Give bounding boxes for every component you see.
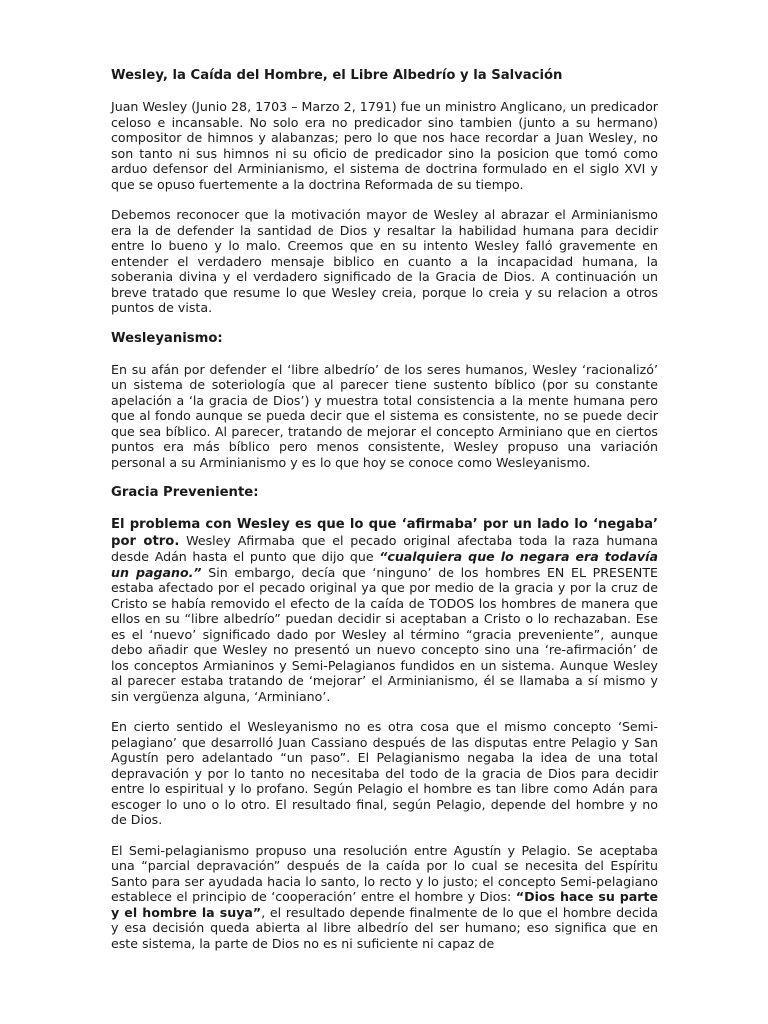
intro-paragraph-2: Debemos reconocer que la motivación mayor de Wesley al abrazar el Arminianismo era la de defender la santidad de Dios y resaltar la habilidad humana para decidir entre lo bueno y lo malo. Creemos que en su intento Wesley falló gravemente en entender el verdadero mensaje biblico en cuanto a la incapacidad humana, la soberania divina y el verdadero significado de la Gracia de Dios. A continuación un breve tratado que resume lo que Wesley creia, porque lo creia y su relacion a otros puntos de vista.: [111, 207, 658, 315]
document-title: Wesley, la Caída del Hombre, el Libre Albedrío y la Salvación: [111, 68, 563, 83]
text-segment: Wesley Afirmaba que el pecado original afectaba toda la raza humana desde Adán hasta el punto que dijo que: [111, 532, 658, 564]
lead-statement: El problema con Wesley es que lo que ‘afirmaba’ por un lado lo ‘negaba’ por otro.: [111, 517, 658, 549]
gracia-paragraph-2: En cierto sentido el Wesleyanismo no es otra cosa que el mismo concepto ‘Semi-pelagiano’ que desarrolló Juan Cassiano después de las disputas entre Pelagio y San Agustín pero adelantado “un paso”. El Pelagianismo negaba la idea de una total depravación y por lo tanto no necesitaba del todo de la gracia de Dios para decidir entre lo espiritual y lo profano. Según Pelagio el hombre es tan libre como Adán para escoger lo uno o lo otro. El resultado final, según Pelagio, depende del hombre y no de Dios.: [111, 719, 658, 827]
section-heading-wesleyanismo: Wesleyanismo:: [111, 330, 223, 346]
text-segment: , el resultado depende finalmente de lo que el hombre decida y esa decisión queda abierta al libre albedrío del ser humano; eso significa que en este sistema, la parte de Dios no es ni suficiente ni capaz de: [111, 904, 658, 951]
wesley-quote: “cualquiera que lo negara era todavía un pagano.”: [111, 549, 658, 580]
text-segment: Sin embargo, decía que ‘ninguno’ de los hombres EN EL PRESENTE estaba afectado por el pecado original ya que por medio de la gracia y por la cruz de Cristo se había removido el efecto de la caída de TODOS los hombres de manera que ellos en su “libre albedrío” puedan decidir si aceptaban a Cristo o lo rechazaban. Ese es el ‘nuevo’ significado dado por Wesley al término “gracia preveniente”, aunque debo añadir que Wesley no presentó un nuevo concepto sino una ‘re-afirmación’ de los conceptos Armianinos y Semi-Pelagianos fundidos en un sistema. Aunque Wesley al parecer estaba tratando de ‘mejorar’ el Arminianismo, él se llamaba a sí mismo y sin vergüenza alguna, ‘Arminiano’.: [111, 564, 658, 704]
section-heading-gracia-preveniente: Gracia Preveniente:: [111, 485, 259, 500]
gracia-paragraph-3: [111, 843, 658, 952]
intro-paragraph-1: Juan Wesley (Junio 28, 1703 – Marzo 2, 1791) fue un ministro Anglicano, un predicador celoso e incansable. No solo era no predicador sino tambien (junto a su hermano) compositor de himnos y alabanzas; pero lo que nos hace recordar a Juan Wesley, no son tanto ni sus himnos ni su oficio de predicador sino la posicion que tomó como arduo defensor del Arminianismo, el sistema de doctrina formulado en el siglo XVI y que se opuso fuertemente a la doctrina Reformada de su tiempo.: [111, 99, 658, 192]
gracia-paragraph-1: [111, 516, 658, 704]
cooperation-quote: “Dios hace su parte y el hombre la suya”: [111, 889, 658, 920]
wesleyanismo-paragraph: En su afán por defender el ‘libre albedrío’ de los seres humanos, Wesley ‘racionalizó’ un sistema de soteriología que al parecer tiene sustento bíblico (por su constante apelación a ‘la gracia de Dios’) y muestra total consistencia a la mente humana pero que al fondo aunque se pueda decir que el sistema es consistente, no se puede decir que sea bíblico. Al parecer, tratando de mejorar el concepto Arminiano que en ciertos puntos era más bíblico pero menos consistente, Wesley propuso una variación personal a su Arminianismo y es lo que hoy se conoce como Wesleyanismo.: [111, 361, 658, 470]
text-segment: El Semi-pelagianismo propuso una resolución entre Agustín y Pelagio. Se aceptaba una “parcial depravación” después de la caída por lo cual se necesita del Espíritu Santo para ser ayudada hacia lo santo, lo recto y lo justo; el concepto Semi-pelagiano establece el principio de ‘cooperación’ entre el hombre y Dios:: [111, 842, 658, 904]
